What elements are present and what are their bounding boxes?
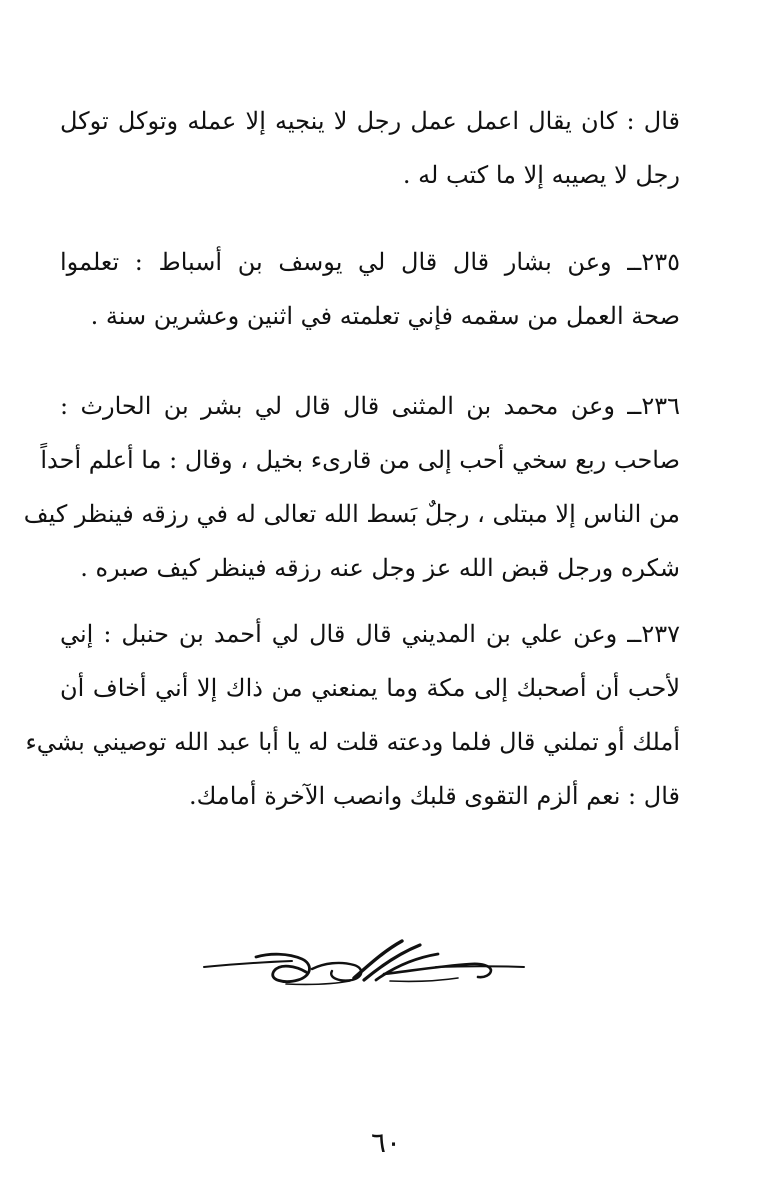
paragraph-1-line-1: قال : كان يقال اعمل عمل رجل لا ينجيه إلا عمله وتوكل توكل: [60, 107, 680, 135]
paragraph-237-line-1: ٢٣٧ــ وعن علي بن المديني قال قال لي أحمد بن حنبل : إني: [60, 620, 680, 648]
paragraph-235: [60, 235, 680, 343]
paragraph-1-line-2: رجل لا يصيبه إلا ما كتب له .: [402, 161, 680, 189]
paragraph-236-line-4: شكره ورجل قبض الله عز وجل عنه رزقه فينظر كيف صبره .: [80, 554, 680, 582]
paragraph-237-line-3: أملك أو تملني قال فلما ودعته قلت له يا أبا عبد الله توصيني بشيء: [25, 728, 680, 756]
paragraph-1: [60, 94, 680, 202]
paragraph-237-line-4: قال : نعم ألزم التقوى قلبك وانصب الآخرة أمامك.: [189, 782, 680, 810]
paragraph-235-line-2: صحة العمل من سقمه فإني تعلمته في اثنين وعشرين سنة .: [90, 302, 680, 330]
paragraph-237-line-2: لأحب أن أصحبك إلى مكة وما يمنعني من ذاك إلا أني أخاف أن: [60, 674, 680, 702]
paragraph-235-line-1: ٢٣٥ــ وعن بشار قال قال لي يوسف بن أسباط : تعلموا: [60, 248, 680, 276]
decorative-flourish-icon: [200, 928, 528, 990]
paragraph-237: [25, 607, 680, 823]
paragraph-236-line-2: صاحب ربع سخي أحب إلى من قارىء بخيل ، وقال : ما أعلم أحداً: [40, 446, 680, 474]
paragraph-236-line-1: ٢٣٦ــ وعن محمد بن المثنى قال قال لي بشر بن الحارث :: [60, 392, 680, 420]
paragraph-236-line-3: من الناس إلا مبتلى ، رجلٌ بَسط الله تعالى له في رزقه فينظر كيف: [23, 500, 680, 528]
page-number: ٦٠: [370, 1126, 402, 1159]
paragraph-236: [23, 379, 680, 595]
